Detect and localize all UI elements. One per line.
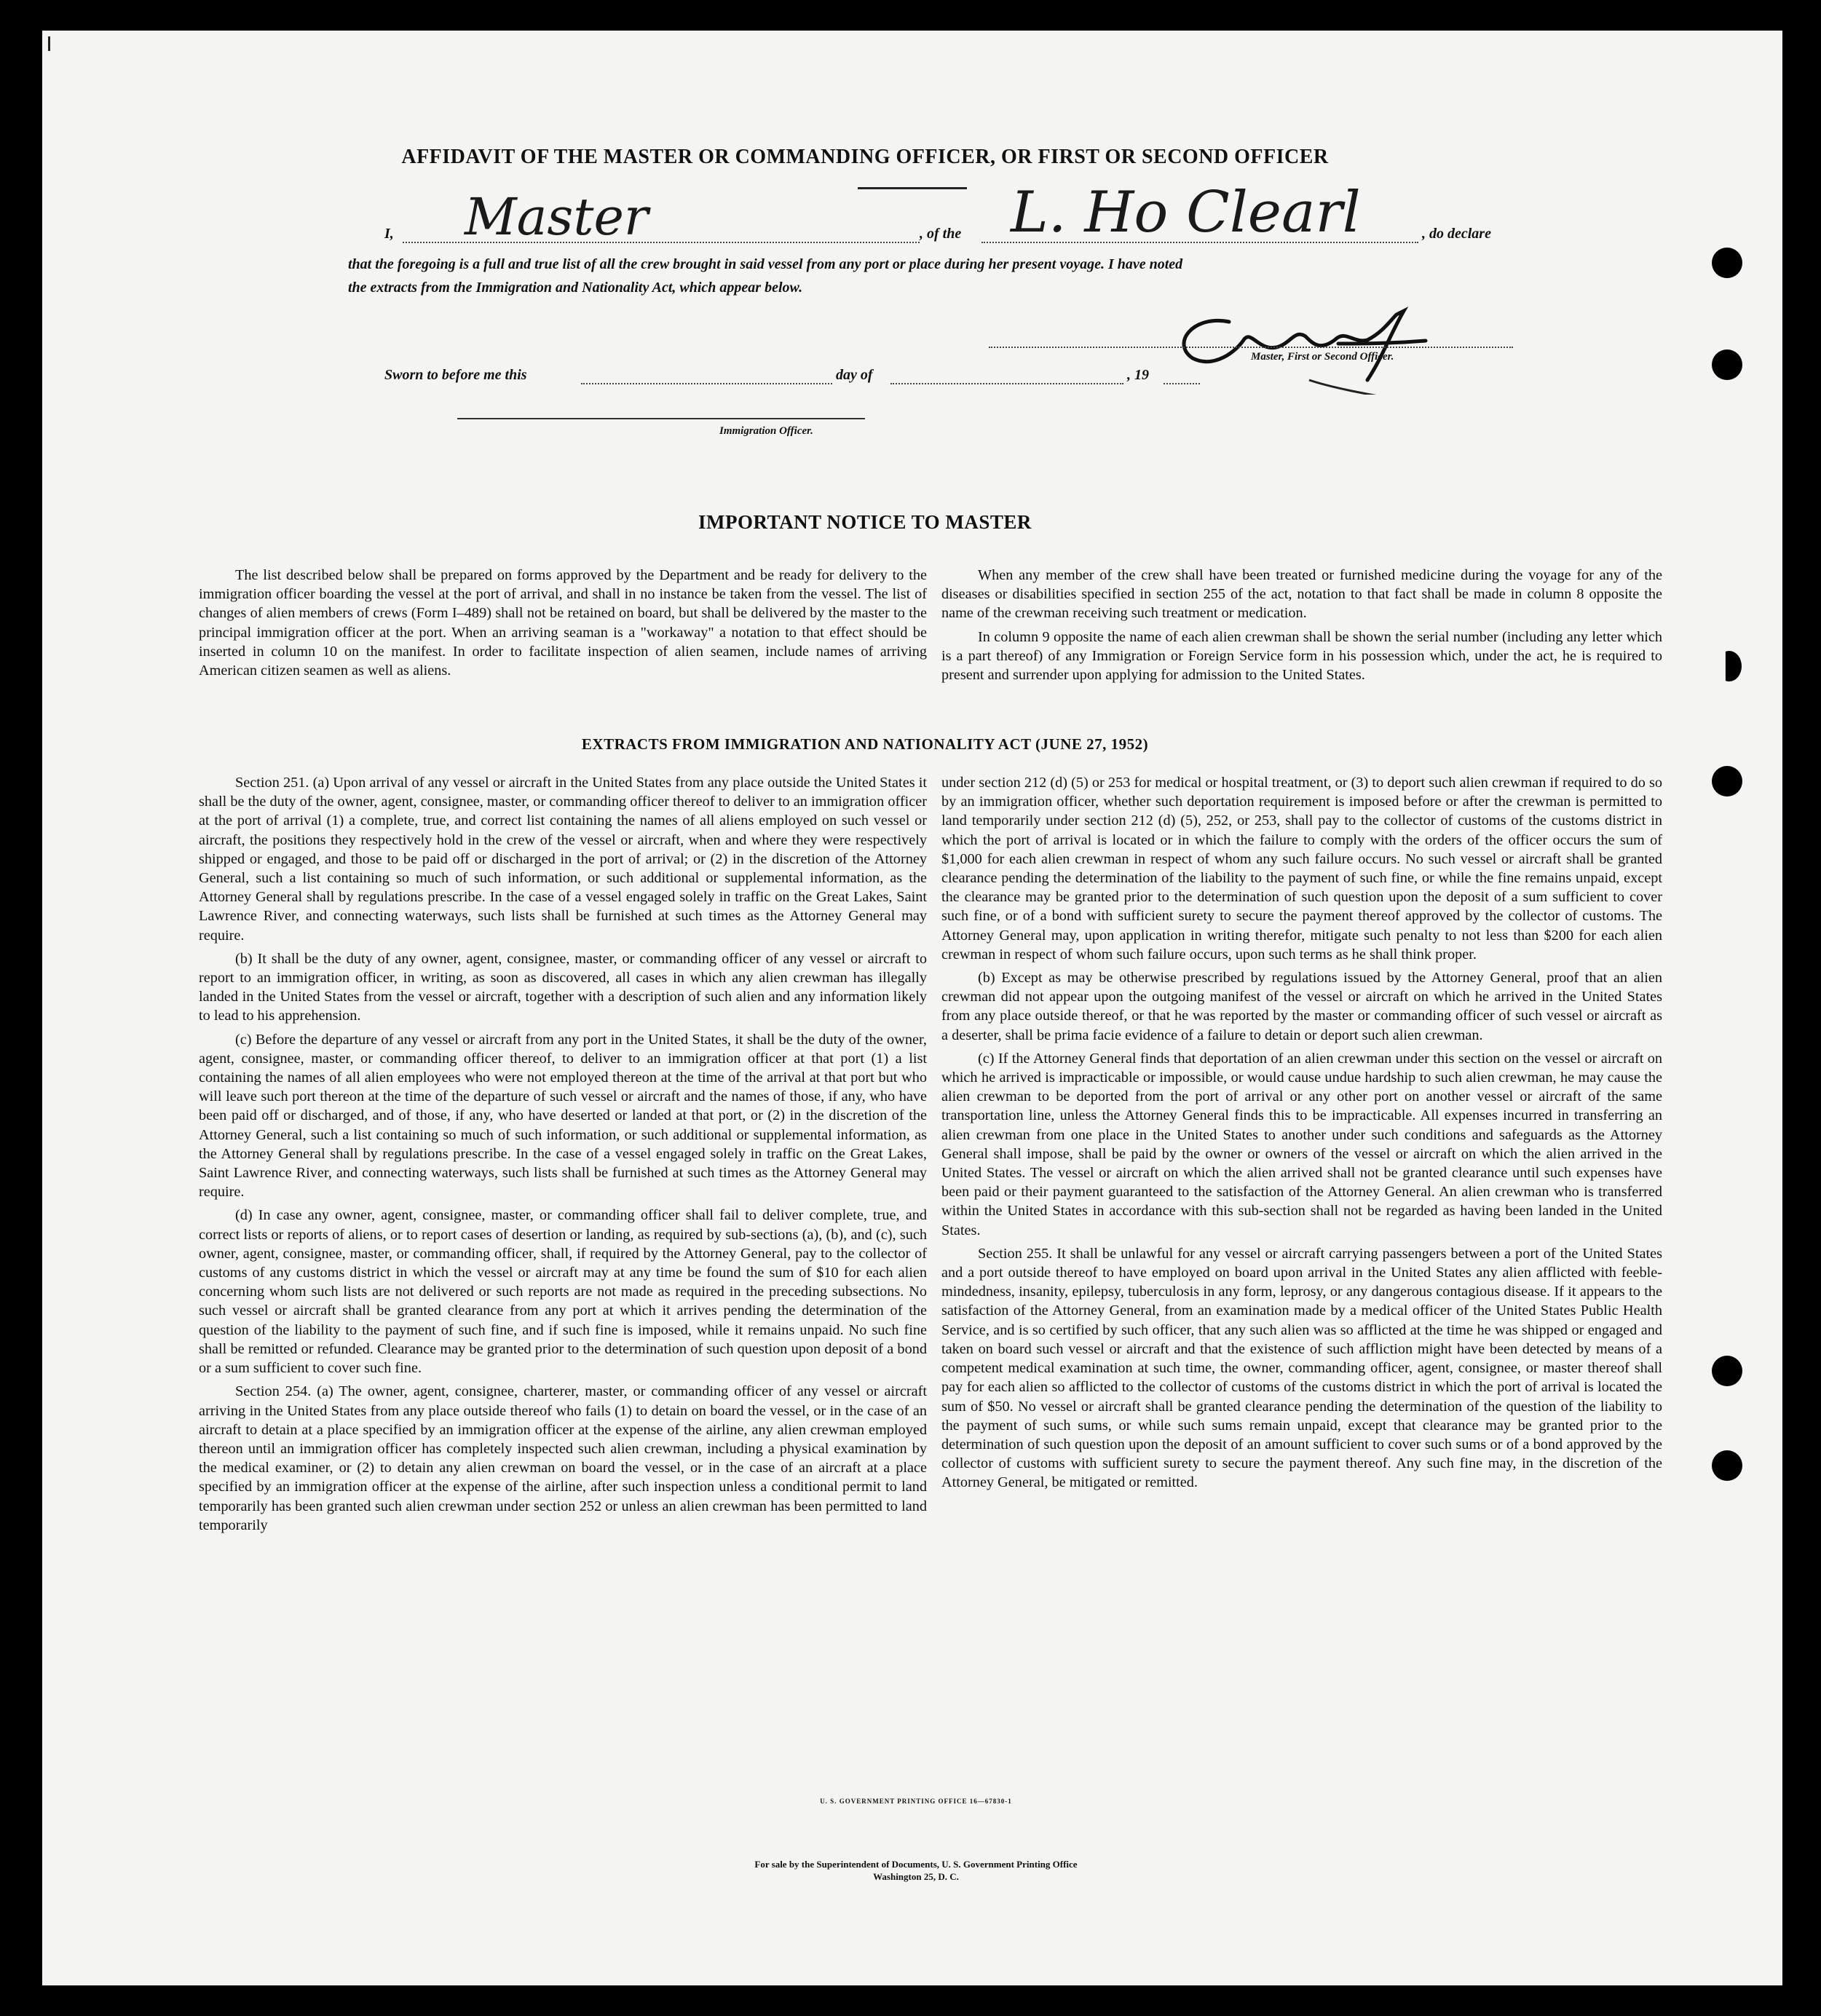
do-declare-label: , do declare: [1422, 226, 1491, 242]
notice-right-column: [941, 566, 1662, 689]
section-254-b: (b) Except as may be otherwise prescribed by regulations issued by the Attorney General, proof that an alien crewman did not appear upon the outgoing manifest of the vessel or aircraft on which he arrived in the United States from any place outside thereof, or that he was reported by the master or commanding officer of such vessel or aircraft as a deserter, shall be prima facie evidence of a failure to detain or deport such alien crewman.: [941, 970, 1662, 1043]
signature-drawing: [1149, 271, 1528, 395]
section-255: Section 255. It shall be unlawful for any vessel or aircraft carrying passengers between a port of the United States and a port outside thereof to have employed on board upon arrival in the United States any alien afflicted with feeble-mindedness, insanity, epilepsy, tuberculosis in any form, leprosy, or any dangerous contagious disease. If it appears to the satisfaction of the Attorney General, from an examination made by a medical officer of the United States Public Health Service, and is so certified by such officer, that any such alien was so afflicted at the time he was shipped or engaged and taken on board such vessel or aircraft and that the existence of such affliction might have been detected by means of a competent medical examination at such time, the owner, commanding officer, agent, consignee, or master thereof shall pay for each alien so afflicted to the collector of customs of the customs district in which the port of arrival is located the sum of $50. No vessel or aircraft shall be granted clearance pending the determination of the question of the liability to the payment of such sums, or while such sums remain unpaid, except that clearance may be granted prior to the determination of such question upon the deposit of an amount sufficient to cover such sums or of a bond approved by the collector of customs with sufficient surety to secure the payment thereof. Any such fine may, in the discretion of the Attorney General, be mitigated or remitted.: [941, 1245, 1662, 1491]
punch-hole: [1712, 1450, 1742, 1481]
notice-left-paragraph: The list described below shall be prepared on forms approved by the Department and be ready for delivery to the immigration officer boarding the vessel at the port of arrival, and shall in no instance be taken from the vessel. The list of changes of alien members of crews (Form I–489) shall not be retained on board, but shall be delivered by the master to the principal immigration officer at the port. When an arriving seaman is a "workaway" a notation to that effect should be inserted in column 10 on the manifest. In order to facilitate inspection of alien seamen, include names of arriving American citizen seamen as well as aliens.: [199, 567, 927, 679]
sworn-month-line[interactable]: [890, 382, 1123, 384]
section-251-a: Section 251. (a) Upon arrival of any vessel or aircraft in the United States from any place outside the United States it shall be the duty of the owner, agent, consignee, master, or commanding officer thereof to deliver to an immigration officer at the port of arrival (1) a complete, true, and correct list containing the names of all aliens employed on such vessel or aircraft, the positions they respectively hold in the crew of the vessel or aircraft, when and where they were respectively shipped or engaged, and those to be paid off or discharged in the port of arrival; or (2) in the discretion of the Attorney General, such a list containing so much of such information, or such additional or supplemental information, as the Attorney General shall by regulations prescribe. In the case of a vessel engaged solely in traffic on the Great Lakes, Saint Lawrence River, and connecting waterways, such lists shall be furnished at such times as the Attorney General may require.: [199, 775, 927, 944]
declarant-prefix: I,: [384, 226, 394, 242]
year-prefix: , 19: [1127, 367, 1149, 383]
punch-hole: [1712, 766, 1742, 796]
sworn-label: Sworn to before me this: [384, 367, 527, 383]
signature-line[interactable]: [989, 345, 1513, 348]
extracts-right-column: [941, 773, 1662, 1497]
sworn-year-line[interactable]: [1164, 382, 1200, 384]
section-251-c: (c) Before the departure of any vessel or aircraft from any port in the United States, it shall be the duty of the owner, agent, consignee, master, or commanding officer thereof, to deliver to an immigration officer at that port (1) a list containing the names of all alien employees who were not employed thereon at the time of the arrival at that port but who will leave such port thereon at the time of the departure of such vessel or aircraft and the names of those, if any, who have been paid off or discharged, and of those, if any, who have deserted or landed at that port, or (2) in the discretion of the Attorney General, such a list containing so much of such information, or such additional or supplemental information, as the Attorney General shall by regulations prescribe. In the case of a vessel engaged solely in traffic on the Great Lakes, Saint Lawrence River, and connecting waterways, such lists shall be furnished at such times as the Attorney General may require.: [199, 1031, 927, 1201]
sale-notice: [552, 1858, 1280, 1883]
sale-notice-line1: For sale by the Superintendent of Documents, U. S. Government Printing Office: [754, 1859, 1078, 1870]
title-divider: [858, 187, 967, 189]
punch-hole: [1712, 349, 1742, 380]
notice-right-paragraph-1: When any member of the crew shall have been treated or furnished medicine during the voyage for any of the diseases or disabilities specified in section 255 of the act, notation to that fact shall be made in column 8 opposite the name of the crewman receiving such treatment or medication.: [941, 567, 1662, 622]
notice-left-column: [199, 566, 927, 684]
declarant-name-handwritten: Master: [465, 187, 649, 247]
punch-hole: [1712, 1356, 1742, 1386]
notice-title: IMPORTANT NOTICE TO MASTER: [698, 511, 1032, 533]
of-the-label: , of the: [920, 226, 962, 242]
section-254-a: Section 254. (a) The owner, agent, consignee, charterer, master, or commanding officer of any vessel or aircraft arriving in the United States from any place outside thereof who fails (1) to detain on board the vessel, or in the case of an aircraft to detain at a place specified by an immigration officer at the expense of the airline, any alien crewman employed thereon until an immigration officer has completely inspected such alien crewman, including a physical examination by the medical examiner, or (2) to detain any alien crewman on board the vessel, or in the case of an aircraft at a place specified by an immigration officer at the expense of the airline, after such inspection unless a conditional permit to land temporarily has been granted such alien crewman under section 252 or unless an alien crewman has been permitted to land temporarily: [199, 1383, 927, 1533]
extracts-left-column: [199, 773, 927, 1539]
notice-right-paragraph-2: In column 9 opposite the name of each alien crewman shall be shown the serial number (including any letter which is a part thereof) of any Immigration or Foreign Service form in his possession which, under the act, he is required to present and surrender upon applying for admission to the United States.: [941, 628, 1662, 684]
officer-signature-line[interactable]: [457, 418, 865, 419]
signature-label: Master, First or Second Officer.: [1251, 351, 1394, 363]
gpo-print-code: U. S. GOVERNMENT PRINTING OFFICE 16—67830-1: [820, 1798, 1012, 1805]
corner-mark: [48, 36, 50, 51]
immigration-officer-label: Immigration Officer.: [719, 425, 813, 437]
punch-hole-partial: [1717, 651, 1742, 681]
affidavit-statement-line1: that the foregoing is a full and true list of all the crew brought in said vessel from any port or place during her present voyage. I have noted: [348, 256, 1183, 272]
punch-hole: [1712, 248, 1742, 278]
section-254-a-continued: under section 212 (d) (5) or 253 for medical or hospital treatment, or (3) to deport such alien crewman if required to do so by an immigration officer, whether such deportation requirement is imposed before or after the crewman is permitted to land temporarily under section 212 (d) (5), 252, or 253, shall pay to the collector of customs of the customs district in which the port of arrival is located or in which the failure to comply with the orders of the officer occurs the sum of $1,000 for each alien crewman in respect of whom any such failure occurs. No such vessel or aircraft shall be granted clearance pending the determination of the liability to the payment of such fine, or while the fine remains unpaid, except the clearance may be granted prior to the determination of such question upon the deposit of a sum sufficient to cover such fine, or of a bond with sufficient surety to secure the payment thereof approved by the collector of customs. The Attorney General may, upon application in writing therefor, mitigate such penalty to not less than $200 for each alien crewman in respect of whom such failure occurs, upon such terms as he shall think proper.: [941, 775, 1662, 962]
extracts-title: EXTRACTS FROM IMMIGRATION AND NATIONALITY ACT (JUNE 27, 1952): [581, 735, 1149, 753]
section-251-b: (b) It shall be the duty of any owner, agent, consignee, master, or commanding officer of any vessel or aircraft to report to an immigration officer, in writing, as soon as discovered, all cases in which any alien crewman has illegally landed in the United States from the vessel or aircraft, together with a description of such alien and any information likely to lead to his apprehension.: [199, 950, 927, 1024]
vessel-name-handwritten: L. Ho Clearl: [1011, 180, 1361, 245]
section-254-c: (c) If the Attorney General finds that deportation of an alien crewman under this section on the vessel or aircraft on which he arrived is impracticable or impossible, or would cause undue hardship to such alien crewman, he may cause the alien crewman to be deported from the port of arrival or any other port on another vessel or aircraft of the same transportation line, unless the Attorney General finds this to be impracticable. All expenses incurred in transferring an alien crewman from one place in the United States to another under such conditions and safeguards as the Attorney General shall impose, shall be paid by the owner or owners of the vessel or aircraft on which the alien arrived in the United States. The vessel or aircraft on which the alien arrived shall not be granted clearance until such expenses have been paid or their payment guaranteed to the satisfaction of the Attorney General. An alien crewman who is transferred within the United States in accordance with this sub-section shall not be regarded as having been landed in the United States.: [941, 1050, 1662, 1238]
affidavit-title: AFFIDAVIT OF THE MASTER OR COMMANDING OFFICER, OR FIRST OR SECOND OFFICER: [401, 146, 1329, 168]
day-of-label: day of: [836, 367, 873, 383]
sale-notice-line2: Washington 25, D. C.: [873, 1871, 959, 1882]
form-page: [42, 31, 1782, 1985]
section-251-d: (d) In case any owner, agent, consignee, master, or commanding officer shall fail to deliver complete, true, and correct lists or reports of aliens, or to report cases of desertion or landing, as required by sub-sections (a), (b), and (c), such owner, agent, consignee, master, or commanding officer, shall, if required by the Attorney General, pay to the collector of customs of any customs district in which the vessel or aircraft may at any time be found the sum of $10 for each alien concerning whom such lists are not delivered or such reports are not made as required in the preceding subsections. No such vessel or aircraft shall be granted clearance from any port at which it arrives pending the determination of the question of the liability to the payment of such fine, and if such fine is imposed, while it remains unpaid. No such fine shall be remitted or refunded. Clearance may be granted prior to the determination of such question upon deposit of a bond or a sum sufficient to cover such fine.: [199, 1207, 927, 1377]
affidavit-statement-line2: the extracts from the Immigration and Nationality Act, which appear below.: [348, 280, 803, 296]
sworn-day-line[interactable]: [581, 382, 832, 384]
